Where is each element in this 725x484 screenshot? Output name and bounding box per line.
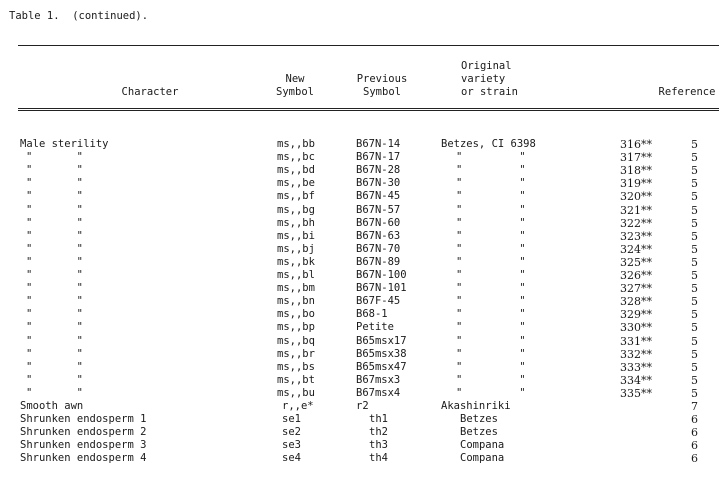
character-cell: " " [26, 386, 83, 399]
new-symbol-cell: ms,,bj [277, 242, 315, 255]
new-symbol-cell: se1 [282, 413, 301, 426]
reference-cell: 5 [691, 190, 698, 204]
character-cell: Male sterility [20, 138, 109, 150]
character-cell: " " [26, 308, 83, 321]
previous-symbol-cell: B67N-14 [356, 138, 401, 150]
original-strain-cell: " " [456, 151, 526, 164]
original-strain-cell: " " [456, 295, 526, 308]
table-row [0, 164, 725, 177]
original-strain-cell: " " [456, 373, 526, 386]
table-row [0, 308, 725, 321]
reference-cell: 6 [691, 439, 698, 453]
table-row [0, 452, 725, 465]
table-row [0, 256, 725, 269]
original-strain-cell: Compana [460, 452, 505, 465]
original-strain-cell: Betzes [460, 413, 498, 426]
new-symbol-cell: r,,e* [282, 400, 314, 412]
character-cell: " " [26, 347, 83, 360]
character-cell: " " [26, 164, 83, 177]
table-row [0, 151, 725, 164]
character-cell: " " [26, 334, 83, 347]
reference-cell: 5 [691, 203, 698, 217]
original-strain-cell: " " [456, 255, 526, 268]
previous-symbol-cell: th1 [369, 413, 388, 426]
character-cell: " " [26, 255, 83, 268]
previous-symbol-cell: B67N-100 [356, 269, 407, 281]
new-symbol-cell: ms,,bh [277, 216, 315, 229]
character-cell: Shrunken endosperm 1 [20, 413, 147, 426]
new-symbol-cell: se3 [282, 439, 301, 452]
table-row [0, 177, 725, 190]
table-row [0, 138, 725, 151]
header-original [452, 60, 518, 99]
character-cell: " " [26, 269, 83, 281]
new-symbol-cell: ms,,bu [277, 386, 315, 399]
character-cell: " " [26, 216, 83, 229]
number-cell: 332** [620, 347, 652, 361]
header-new-symbol-line1: New [285, 73, 305, 85]
new-symbol-cell: ms,,bg [277, 203, 315, 216]
number-cell: 335** [620, 386, 652, 400]
previous-symbol-cell: B65msx17 [356, 334, 407, 347]
table-caption: Table 1. (continued). [9, 10, 149, 22]
original-strain-cell: " " [456, 177, 526, 190]
previous-symbol-cell: B67N-17 [356, 151, 401, 164]
original-strain-cell: " " [456, 308, 526, 321]
new-symbol-cell: ms,,bs [277, 360, 315, 373]
original-strain-cell: " " [456, 386, 526, 399]
reference-cell: 6 [691, 413, 698, 427]
previous-symbol-cell: th2 [369, 426, 388, 439]
number-cell: 327** [620, 282, 652, 296]
table-row [0, 387, 725, 400]
reference-cell: 5 [691, 373, 698, 387]
character-cell: " " [26, 373, 83, 386]
top-rule [18, 45, 719, 46]
new-symbol-cell: ms,,bl [277, 269, 315, 281]
reference-cell: 5 [691, 216, 698, 230]
previous-symbol-cell: B65msx38 [356, 347, 407, 360]
previous-symbol-cell: B67N-57 [356, 203, 401, 216]
new-symbol-cell: ms,,bf [277, 190, 315, 203]
table-row [0, 439, 725, 452]
reference-cell: 5 [691, 269, 698, 282]
new-symbol-cell: ms,,bq [277, 334, 315, 347]
table-row [0, 190, 725, 203]
character-cell: " " [26, 229, 83, 242]
table-row [0, 335, 725, 348]
table-row [0, 282, 725, 295]
number-cell: 319** [620, 177, 652, 191]
previous-symbol-cell: B67N-28 [356, 164, 401, 177]
character-cell: " " [26, 190, 83, 203]
header-new-symbol-line2: Symbol [276, 86, 314, 98]
table-row [0, 295, 725, 308]
reference-cell: 5 [691, 164, 698, 178]
previous-symbol-cell: B67N-63 [356, 229, 401, 242]
reference-cell: 5 [691, 229, 698, 243]
header-previous-symbol-line1: Previous [356, 73, 408, 85]
reference-cell: 5 [691, 138, 698, 151]
header-original-line2: variety [461, 73, 506, 85]
character-cell: " " [26, 360, 83, 373]
number-cell: 334** [620, 373, 652, 387]
character-cell: " " [26, 295, 83, 308]
number-cell: 316** [620, 138, 652, 151]
number-cell: 331** [620, 334, 652, 348]
reference-cell: 7 [691, 400, 698, 413]
reference-cell: 5 [691, 151, 698, 165]
original-strain-cell: " " [456, 334, 526, 347]
new-symbol-cell: ms,,bo [277, 308, 315, 321]
reference-cell: 5 [691, 308, 698, 322]
new-symbol-cell: ms,,bn [277, 295, 315, 308]
header-previous-symbol-line2: Symbol [363, 86, 401, 98]
reference-cell: 5 [691, 282, 698, 296]
original-strain-cell: " " [456, 347, 526, 360]
previous-symbol-cell: B67N-89 [356, 255, 401, 268]
original-strain-cell: " " [456, 203, 526, 216]
table-row [0, 348, 725, 361]
new-symbol-cell: ms,,be [277, 177, 315, 190]
previous-symbol-cell: th3 [369, 439, 388, 452]
number-cell: 317** [620, 151, 652, 165]
original-strain-cell: " " [456, 360, 526, 373]
table-row [0, 230, 725, 243]
new-symbol-cell: ms,,bt [277, 373, 315, 386]
table-row [0, 204, 725, 217]
character-cell: " " [26, 177, 83, 190]
reference-cell: 5 [691, 177, 698, 191]
previous-symbol-cell: B67N-30 [356, 177, 401, 190]
header-original-line1: Original [461, 60, 512, 72]
original-strain-cell: " " [456, 282, 526, 295]
original-strain-cell: Compana [460, 439, 505, 452]
previous-symbol-cell: Petite [356, 321, 394, 334]
previous-symbol-cell: B67msx4 [356, 386, 401, 399]
header-original-line3: or strain [461, 86, 518, 98]
table-row [0, 269, 725, 282]
number-cell: 333** [620, 360, 652, 374]
table-row [0, 400, 725, 413]
number-cell: 318** [620, 164, 652, 178]
new-symbol-cell: ms,,bk [277, 255, 315, 268]
previous-symbol-cell: B67N-101 [356, 282, 407, 295]
reference-cell: 5 [691, 242, 698, 256]
table-row [0, 426, 725, 439]
new-symbol-cell: se2 [282, 426, 301, 439]
number-cell: 324** [620, 242, 652, 256]
table-row [0, 243, 725, 256]
reference-cell: 6 [691, 452, 698, 466]
character-cell: Smooth awn [20, 400, 84, 412]
original-strain-cell: Betzes, CI 6398 [441, 138, 536, 150]
character-cell: " " [26, 242, 83, 255]
previous-symbol-cell: B67N-60 [356, 216, 401, 229]
original-strain-cell: " " [456, 190, 526, 203]
previous-symbol-cell: B67N-70 [356, 242, 401, 255]
header-rule-2 [18, 110, 719, 111]
new-symbol-cell: ms,,bd [277, 164, 315, 177]
character-cell: Shrunken endosperm 3 [20, 439, 147, 452]
character-cell: " " [26, 203, 83, 216]
original-strain-cell: " " [456, 229, 526, 242]
table-row [0, 374, 725, 387]
number-cell: 326** [620, 269, 652, 282]
character-cell: " " [26, 321, 83, 334]
header-previous-symbol [350, 73, 414, 99]
header-character: Character [121, 86, 179, 98]
header-new-symbol [265, 73, 325, 99]
new-symbol-cell: ms,,bc [277, 151, 315, 164]
reference-cell: 5 [691, 321, 698, 335]
number-cell: 328** [620, 295, 652, 309]
character-cell: Shrunken endosperm 4 [20, 452, 147, 465]
reference-cell: 5 [691, 295, 698, 309]
header-rule-1 [18, 108, 719, 109]
new-symbol-cell: ms,,bi [277, 229, 315, 242]
new-symbol-cell: ms,,bp [277, 321, 315, 334]
table-row [0, 413, 725, 426]
table-row [0, 321, 725, 334]
header-reference: Reference [658, 86, 716, 98]
new-symbol-cell: se4 [282, 452, 301, 465]
new-symbol-cell: ms,,bb [277, 138, 315, 150]
previous-symbol-cell: B67msx3 [356, 373, 401, 386]
reference-cell: 5 [691, 347, 698, 361]
previous-symbol-cell: B68-1 [356, 308, 388, 321]
original-strain-cell: Akashinriki [441, 400, 511, 412]
number-cell: 322** [620, 216, 652, 230]
number-cell: 330** [620, 321, 652, 335]
previous-symbol-cell: th4 [369, 452, 388, 465]
number-cell: 321** [620, 203, 652, 217]
original-strain-cell: " " [456, 216, 526, 229]
previous-symbol-cell: B67F-45 [356, 295, 401, 308]
table-row [0, 217, 725, 230]
character-cell: " " [26, 282, 83, 295]
new-symbol-cell: ms,,bm [277, 282, 315, 295]
reference-cell: 5 [691, 255, 698, 269]
new-symbol-cell: ms,,br [277, 347, 315, 360]
number-cell: 329** [620, 308, 652, 322]
previous-symbol-cell: B65msx47 [356, 360, 407, 373]
number-cell: 323** [620, 229, 652, 243]
previous-symbol-cell: B67N-45 [356, 190, 401, 203]
original-strain-cell: Betzes [460, 426, 498, 439]
original-strain-cell: " " [456, 164, 526, 177]
original-strain-cell: " " [456, 269, 526, 281]
table-row [0, 361, 725, 374]
number-cell: 325** [620, 255, 652, 269]
original-strain-cell: " " [456, 321, 526, 334]
reference-cell: 5 [691, 386, 698, 400]
previous-symbol-cell: r2 [356, 400, 369, 412]
reference-cell: 5 [691, 360, 698, 374]
reference-cell: 6 [691, 426, 698, 440]
number-cell: 320** [620, 190, 652, 204]
character-cell: " " [26, 151, 83, 164]
reference-cell: 5 [691, 334, 698, 348]
original-strain-cell: " " [456, 242, 526, 255]
character-cell: Shrunken endosperm 2 [20, 426, 147, 439]
